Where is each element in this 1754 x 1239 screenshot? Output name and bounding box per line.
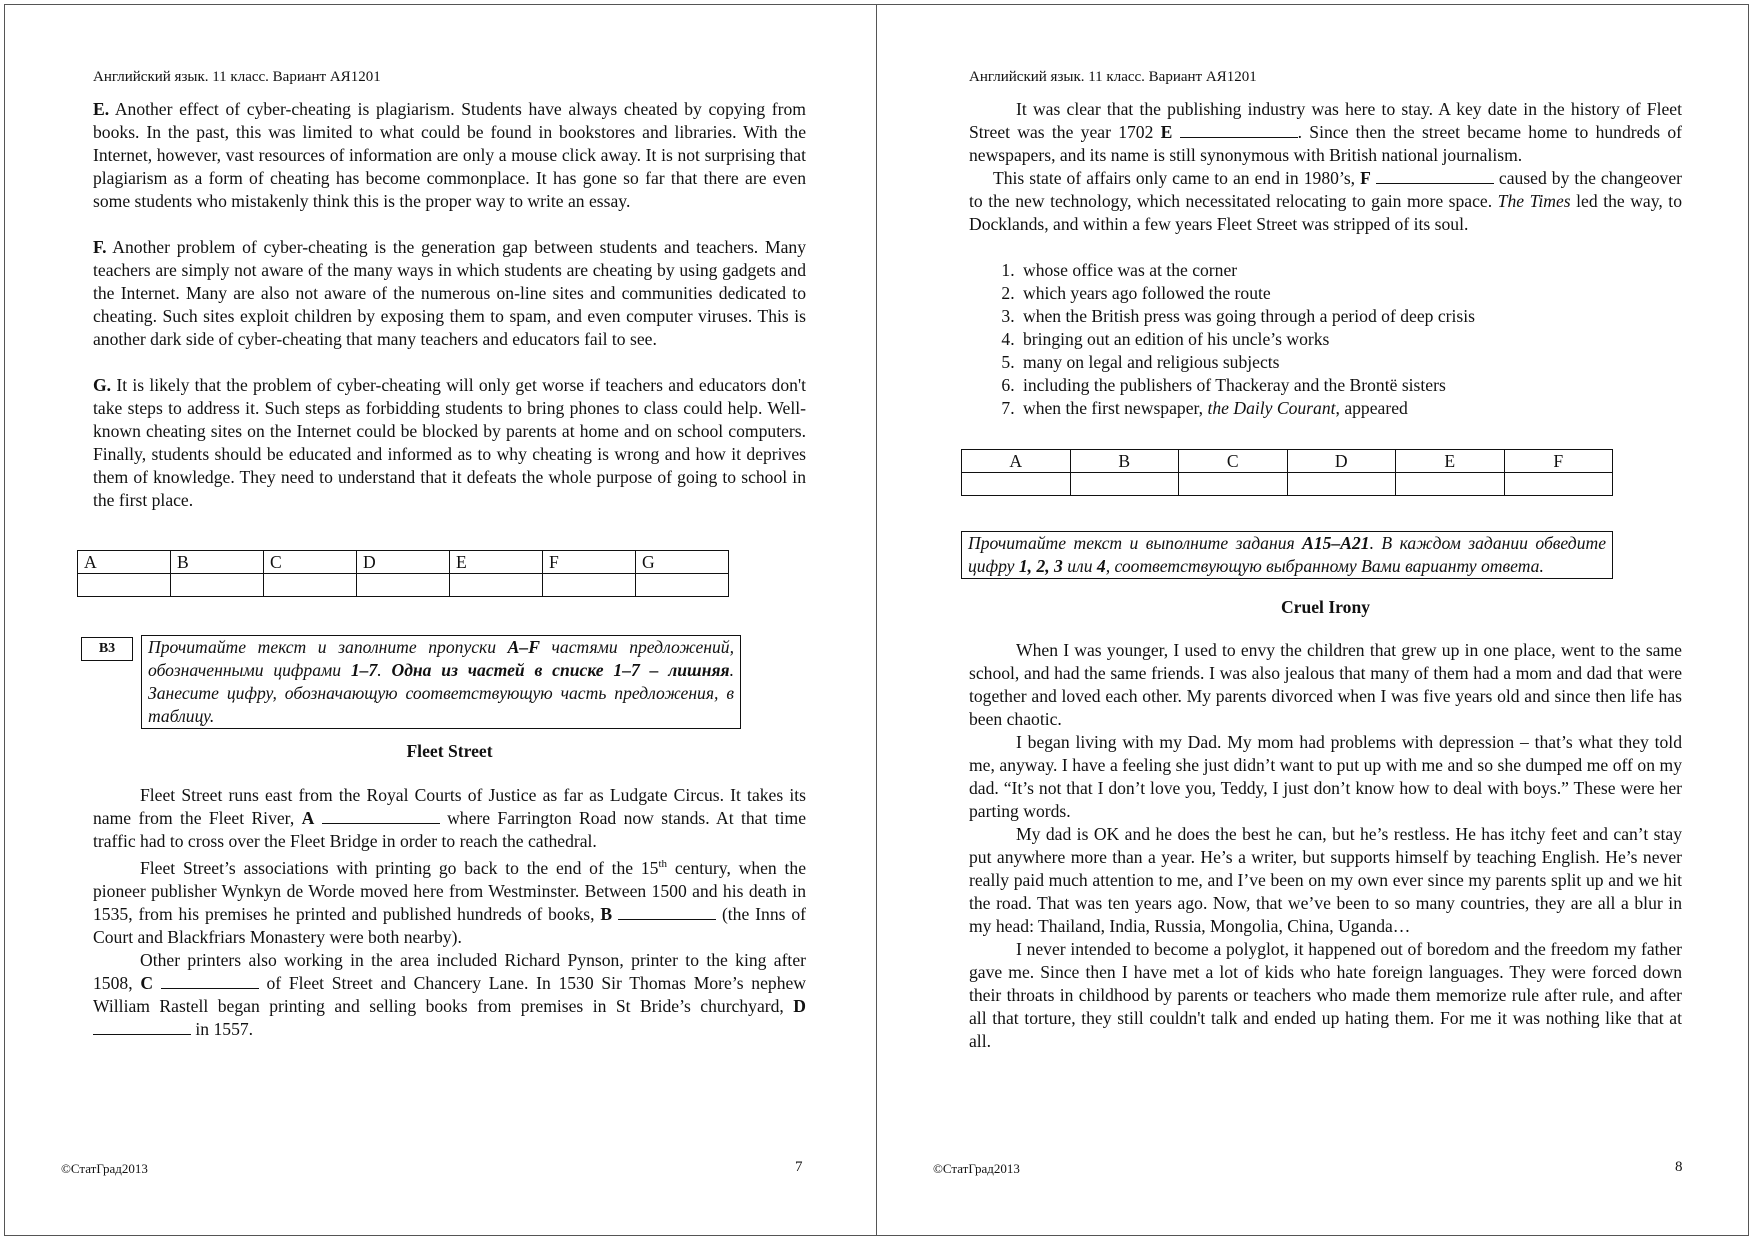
instruction-text: или (1062, 556, 1097, 576)
text: (the Inns of Court and Blackfriars Monastery were both nearby). (93, 903, 807, 947)
instruction-bold: Одна из частей в списке 1–7 – лишняя (391, 660, 730, 680)
gap-blank[interactable] (161, 974, 259, 989)
option-6: 6. including the publishers of Thackeray and the Brontë sisters (1019, 374, 1682, 397)
answer-cell[interactable] (636, 574, 729, 597)
article-title-fleet-street: Fleet Street (406, 741, 493, 761)
paragraph-label: E. (93, 99, 110, 119)
answer-cell[interactable] (1396, 473, 1505, 496)
answer-table-input-row (78, 574, 729, 597)
page-7 (4, 4, 877, 1236)
gap-blank[interactable] (1180, 123, 1298, 138)
paragraph-label: G. (93, 375, 112, 395)
option-7 (1019, 397, 1682, 420)
cruel-irony-paragraph-1: When I was younger, I used to envy the children that grew up in one place, went to the same school, and had the same friends. I was also jealous that many of them had a mom and dad that were together and loved each other. My parents divorced when I was five years old and since then life has been chaotic. (969, 640, 1682, 729)
option-4: 4. bringing out an edition of his uncle’s works (1019, 328, 1682, 351)
text: , appeared (1335, 398, 1408, 418)
answer-cell[interactable] (962, 473, 1071, 496)
fleet-street-paragraph-1 (93, 784, 806, 853)
instruction-text: Прочитайте текст и выполните задания (968, 533, 1303, 553)
gap-blank[interactable] (322, 809, 440, 824)
gap-label: D (793, 995, 806, 1016)
text: Fleet Street runs east from the Royal Courts of Justice as far as Ludgate Circus. It takes its name from the Fleet River, (93, 785, 806, 828)
answer-table-b2 (77, 550, 729, 597)
instruction-box-b3 (141, 635, 741, 729)
answer-col-d: D (1287, 450, 1396, 473)
text: led the way, to Docklands, and within a few years Fleet Street was stripped of its soul. (969, 191, 1682, 234)
text: when the first newspaper, (1023, 398, 1208, 418)
paragraph-text: Another problem of cyber-cheating is the generation gap between students and teachers. Many teachers are simply not aware of the many ways in which students are cheating by using gadgets and the Internet. Many are also not aware of the numerous on-line sites and communities dedicated to cheating. Such sites exploit children by exposing them to spam, and even computer viruses. This is another dark side of cyber-cheating that many teachers and educators fail to see. (93, 237, 806, 349)
answer-col-e: E (450, 551, 543, 574)
option-1: 1. whose office was at the corner (1019, 259, 1682, 282)
paragraph-e (93, 98, 806, 213)
instruction-text: частями предложений, обозначенными цифрами (148, 637, 734, 680)
answer-col-b: B (1070, 450, 1179, 473)
answer-table-header-row (962, 450, 1613, 473)
instruction-text: Прочитайте текст и заполните пропуски (148, 637, 508, 657)
gap-label: A (301, 808, 315, 828)
answer-cell[interactable] (1070, 473, 1179, 496)
answer-table-header-row (78, 551, 729, 574)
answer-cell[interactable] (1504, 473, 1613, 496)
instruction-box-a15-a21 (961, 531, 1613, 579)
answer-table-input-row (962, 473, 1613, 496)
instruction-text: . Занесите цифру, обозначающую соответствующую часть предложения, в таблицу. (148, 660, 735, 726)
text: caused by the changeover to the new technology, which necessitated relocating to gain more space. (969, 168, 1682, 211)
page-number: 8 (1675, 1159, 1683, 1175)
superscript: th (658, 858, 668, 870)
options-list (969, 259, 1682, 420)
answer-table-b3 (961, 449, 1613, 496)
italic-text: the Daily Courant (1207, 398, 1336, 418)
gap-blank[interactable] (93, 1020, 191, 1035)
page-8 (876, 4, 1749, 1236)
answer-col-f: F (543, 551, 636, 574)
fleet-street-paragraph-5 (969, 167, 1682, 236)
answer-col-g: G (636, 551, 729, 574)
instruction-text: , соответствующую выбранному Вами варианту ответа. (1105, 556, 1544, 576)
fleet-street-paragraph-2 (93, 853, 806, 949)
answer-cell[interactable] (543, 574, 636, 597)
page-header: Английский язык. 11 класс. Вариант АЯ1201 (969, 69, 1257, 85)
cruel-irony-text (969, 639, 1682, 1053)
fleet-street-paragraph-3 (93, 949, 806, 1041)
italic-text: The Times (1497, 191, 1571, 211)
gap-label: F (1360, 168, 1371, 188)
gap-label: E (1160, 122, 1173, 142)
footer-copyright: ©СтатГрад2013 (933, 1161, 1020, 1176)
answer-cell[interactable] (357, 574, 450, 597)
paragraph-f (93, 236, 806, 351)
answer-col-e: E (1396, 450, 1505, 473)
answer-col-a: A (962, 450, 1071, 473)
instruction-bold: 1, 2, 3 (1018, 556, 1063, 576)
instruction-bold: 4 (1096, 556, 1106, 576)
page-header: Английский язык. 11 класс. Вариант АЯ1201 (93, 69, 381, 85)
answer-col-f: F (1504, 450, 1613, 473)
cruel-irony-paragraph-3: My dad is OK and he does the best he can, but he’s restless. He has itchy feet and can’t stay put anywhere more than a year. He’s a writer, but supports himself by teaching English. He’s never really paid much attention to me, and I’ve been on my own ever since my parents split up and we hit the road. That was ten years ago. Now, that we’ve been to so many countries, they are all a blur in my head: Thailand, India, Russia, Mongolia, China, Uganda… (969, 824, 1682, 936)
answer-cell[interactable] (1287, 473, 1396, 496)
paragraph-text: It is likely that the problem of cyber-cheating will only get worse if teachers and educators don't take steps to address it. Such steps as forbidding students to bring phones to class could help. Well-known cheating sites on the Internet could be blocked by parents at home and on school computers. Finally, students should be educated and informed as to why cheating is wrong and how it deprives them of knowledge. They need to understand that it defeats the whole purpose of going to school in the first place. (93, 375, 806, 510)
instruction-text: . В каждом задании обведите цифру (968, 533, 1607, 576)
cruel-irony-paragraph-4: I never intended to become a polyglot, it happened out of boredom and the freedom my father gave me. Since then I have met a lot of kids who hate foreign languages. They were forced down their throats in childhood by parents or teachers who made them memorize rule after rule, and after all that torture, they still couldn't talk and ended up hating them. For me it was nothing like that at all. (969, 939, 1682, 1051)
option-3: 3. when the British press was going through a period of deep crisis (1019, 305, 1682, 328)
gap-blank[interactable] (1376, 169, 1494, 184)
paragraph-g (93, 374, 806, 512)
option-2: 2. which years ago followed the route (1019, 282, 1682, 305)
text: It was clear that the publishing industry was here to stay. A key date in the history of Fleet Street was the year 1702 (969, 99, 1682, 142)
instruction-text: . (377, 660, 392, 680)
text: of Fleet Street and Chancery Lane. In 1530 Sir Thomas More’s nephew William Rastell began printing and selling books from premises in St Bride’s churchyard, (93, 972, 806, 1016)
answer-cell[interactable] (264, 574, 357, 597)
text: . Since then the street became home to hundreds of newspapers, and its name is still synonymous with British national journalism. (969, 122, 1682, 165)
answer-col-d: D (357, 551, 450, 574)
text: century, when the pioneer publisher Wynkyn de Worde moved here from Westminster. Between 1500 and his death in 1535, from his premises he printed and published hundreds of books, (93, 857, 807, 924)
text: in 1557. (191, 1018, 254, 1039)
instruction-bold: A15–A21 (1302, 533, 1370, 553)
answer-col-b: B (171, 551, 264, 574)
footer-copyright: ©СтатГрад2013 (61, 1161, 148, 1176)
article-title-cruel-irony: Cruel Irony (1280, 597, 1371, 617)
answer-cell[interactable] (450, 574, 543, 597)
answer-col-c: C (264, 551, 357, 574)
cruel-irony-paragraph-2: I began living with my Dad. My mom had problems with depression – that’s what they told me, anyway. I have a feeling she just didn’t want to put up with me and so she dumped me off on my dad. “It’s not that I don’t love you, Teddy, I just don’t know how to deal with boys.” These were her parting words. (969, 732, 1682, 821)
answer-cell[interactable] (1179, 473, 1288, 496)
text: Fleet Street’s associations with printing go back to the end of the 15 (140, 857, 659, 878)
gap-label: B (600, 903, 613, 924)
task-badge-b3: B3 (81, 637, 133, 661)
fleet-street-text (93, 784, 806, 1041)
text: where Farrington Road now stands. At that time traffic had to cross over the Fleet Bridge in order to reach the cathedral. (93, 808, 806, 851)
paragraph-text: Another effect of cyber-cheating is plagiarism. Students have always cheated by copying from books. In the past, this was limited to what could be found in bookstores and libraries. With the Internet, however, vast resources of information are only a mouse click away. It is not surprising that plagiarism as a form of cheating has become commonplace. It has gone so far that there are even some students who mistakenly think this is the proper way to write an essay. (93, 99, 806, 211)
option-5: 5. many on legal and religious subjects (1019, 351, 1682, 374)
page-8-content (969, 69, 1682, 420)
instruction-bold: A–F (507, 637, 540, 657)
answer-col-a: A (78, 551, 171, 574)
page-number: 7 (795, 1159, 803, 1175)
answer-cell[interactable] (78, 574, 171, 597)
fleet-street-paragraph-4 (969, 98, 1682, 167)
gap-blank[interactable] (618, 905, 716, 920)
instruction-bold: 1–7 (350, 660, 378, 680)
text: This state of affairs only came to an end in 1980’s, (993, 168, 1361, 188)
paragraph-label: F. (93, 237, 107, 257)
text: Other printers also working in the area included Richard Pynson, printer to the king after 1508, (93, 949, 806, 993)
gap-label: C (140, 972, 154, 993)
answer-col-c: C (1179, 450, 1288, 473)
page-7-content (93, 69, 806, 512)
answer-cell[interactable] (171, 574, 264, 597)
